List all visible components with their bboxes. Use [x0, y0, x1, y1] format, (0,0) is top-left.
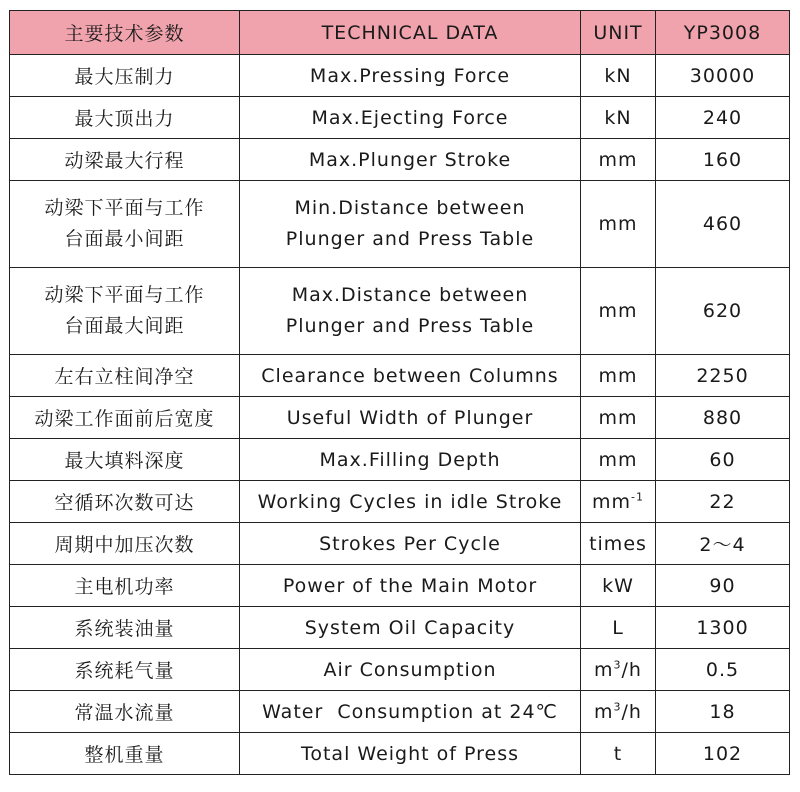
param-unit [581, 523, 656, 565]
param-name-en-line: Max.Plunger Stroke [308, 148, 512, 171]
param-name-cn [10, 691, 240, 733]
param-name-en [240, 355, 581, 397]
table-row [10, 691, 790, 733]
unit-base: mm [598, 364, 638, 387]
param-name-cn-line: 主电机功率 [74, 576, 175, 598]
param-name-cn [10, 268, 240, 355]
unit-base: kN [604, 106, 632, 129]
param-unit [581, 268, 656, 355]
param-name-cn-line: 左右立柱间净空 [54, 366, 195, 388]
table-row [10, 733, 790, 775]
param-name-cn-line: 最大顶出力 [74, 108, 175, 130]
param-name-en [240, 607, 581, 649]
unit-base: kN [604, 64, 632, 87]
unit-suffix: /h [621, 658, 642, 681]
header-cn: 主要技术参数 [10, 11, 240, 55]
param-value: 460 [656, 181, 790, 268]
param-name-cn [10, 523, 240, 565]
param-unit [581, 733, 656, 775]
param-unit [581, 97, 656, 139]
param-value: 2250 [656, 355, 790, 397]
unit-base: mm [598, 148, 638, 171]
param-value: 60 [656, 439, 790, 481]
param-name-en [240, 181, 581, 268]
param-name-en-line: System Oil Capacity [304, 616, 516, 639]
param-name-en-line: Total Weight of Press [300, 742, 519, 765]
param-name-cn [10, 355, 240, 397]
param-name-cn-line: 整机重量 [84, 744, 165, 766]
param-name-cn-line: 最大填料深度 [64, 450, 185, 472]
header-model: YP3008 [656, 11, 790, 55]
param-value: 18 [656, 691, 790, 733]
header-row [10, 11, 790, 55]
param-name-cn [10, 733, 240, 775]
param-name-en-line: Max.Ejecting Force [311, 106, 509, 129]
unit-base: times [589, 532, 647, 555]
unit-base: mm [598, 406, 638, 429]
param-unit [581, 139, 656, 181]
param-name-cn-line: 系统耗气量 [74, 660, 175, 682]
param-name-en-line: Max.Distance between [291, 284, 529, 306]
param-name-cn-line: 最大压制力 [74, 66, 175, 88]
param-value: 22 [656, 481, 790, 523]
param-value: 102 [656, 733, 790, 775]
param-name-en-line: Max.Pressing Force [309, 64, 511, 87]
unit-superscript: 3 [613, 700, 622, 714]
param-unit [581, 565, 656, 607]
table-row [10, 481, 790, 523]
unit-base: mm [592, 490, 632, 513]
param-name-cn [10, 439, 240, 481]
param-value: 90 [656, 565, 790, 607]
unit-base: L [612, 616, 624, 639]
param-name-cn [10, 607, 240, 649]
param-name-cn [10, 565, 240, 607]
table-row [10, 355, 790, 397]
param-unit [581, 691, 656, 733]
param-name-cn [10, 97, 240, 139]
param-name-en [240, 139, 581, 181]
technical-data-table [9, 10, 790, 775]
param-name-en [240, 55, 581, 97]
table-row [10, 565, 790, 607]
unit-base: kW [602, 574, 634, 597]
param-name-en [240, 649, 581, 691]
table-row [10, 439, 790, 481]
param-name-en-line: Plunger and Press Table [285, 315, 535, 337]
param-name-cn-line: 动梁下平面与工作 [44, 197, 205, 219]
param-unit [581, 397, 656, 439]
param-name-cn [10, 649, 240, 691]
param-unit [581, 355, 656, 397]
param-value: 30000 [656, 55, 790, 97]
param-name-en-line: Power of the Main Motor [282, 574, 538, 597]
table-row [10, 55, 790, 97]
table-body [10, 55, 790, 775]
param-name-cn-line: 动梁最大行程 [64, 150, 185, 172]
unit-superscript: 3 [613, 658, 622, 672]
param-value: 620 [656, 268, 790, 355]
param-value: 240 [656, 97, 790, 139]
table-row [10, 181, 790, 268]
param-unit [581, 607, 656, 649]
table-row [10, 607, 790, 649]
table-row [10, 649, 790, 691]
param-name-en-line: Working Cycles in idle Stroke [257, 490, 563, 513]
param-name-cn [10, 181, 240, 268]
unit-base: mm [598, 299, 638, 322]
param-value: 2～4 [656, 523, 790, 565]
param-name-cn-line: 空循环次数可达 [54, 492, 195, 514]
param-name-en [240, 397, 581, 439]
param-unit [581, 649, 656, 691]
table-row [10, 523, 790, 565]
param-name-cn [10, 481, 240, 523]
param-name-en [240, 481, 581, 523]
param-name-en [240, 733, 581, 775]
param-name-cn-line: 周期中加压次数 [54, 534, 195, 556]
param-name-en-line: Air Consumption [323, 658, 497, 681]
unit-suffix: /h [621, 700, 642, 723]
unit-base: m [594, 658, 614, 681]
param-unit [581, 481, 656, 523]
param-name-en [240, 97, 581, 139]
param-value: 160 [656, 139, 790, 181]
param-name-en-line: Useful Width of Plunger [286, 406, 534, 429]
param-name-en-line: Max.Filling Depth [319, 448, 501, 471]
table-row [10, 139, 790, 181]
param-name-en [240, 565, 581, 607]
param-name-cn [10, 55, 240, 97]
param-unit [581, 55, 656, 97]
param-name-en [240, 439, 581, 481]
unit-base: mm [598, 448, 638, 471]
param-unit [581, 439, 656, 481]
param-name-cn-line: 台面最小间距 [64, 228, 185, 250]
param-unit [581, 181, 656, 268]
table-row [10, 397, 790, 439]
param-name-cn [10, 139, 240, 181]
param-value: 880 [656, 397, 790, 439]
header-unit: UNIT [581, 11, 656, 55]
param-value: 1300 [656, 607, 790, 649]
table-row [10, 268, 790, 355]
param-name-en-line: Clearance between Columns [261, 364, 559, 387]
unit-base: m [594, 700, 614, 723]
param-name-en [240, 268, 581, 355]
param-name-en-line: Water Consumption at 24℃ [262, 700, 558, 723]
unit-base: mm [598, 212, 638, 235]
header-en: TECHNICAL DATA [240, 11, 581, 55]
param-name-cn-line: 台面最大间距 [64, 315, 185, 337]
unit-superscript: -1 [631, 490, 644, 504]
param-name-en-line: Plunger and Press Table [285, 228, 535, 250]
param-name-cn-line: 常温水流量 [74, 702, 175, 724]
param-name-cn-line: 系统装油量 [74, 618, 175, 640]
param-name-en [240, 691, 581, 733]
param-name-en [240, 523, 581, 565]
param-value: 0.5 [656, 649, 790, 691]
unit-base: t [613, 742, 623, 765]
param-name-en-line: Min.Distance between [294, 197, 526, 219]
param-name-en-line: Strokes Per Cycle [319, 532, 501, 555]
table-row [10, 97, 790, 139]
param-name-cn-line: 动梁工作面前后宽度 [34, 408, 215, 430]
param-name-cn [10, 397, 240, 439]
param-name-cn-line: 动梁下平面与工作 [44, 284, 205, 306]
